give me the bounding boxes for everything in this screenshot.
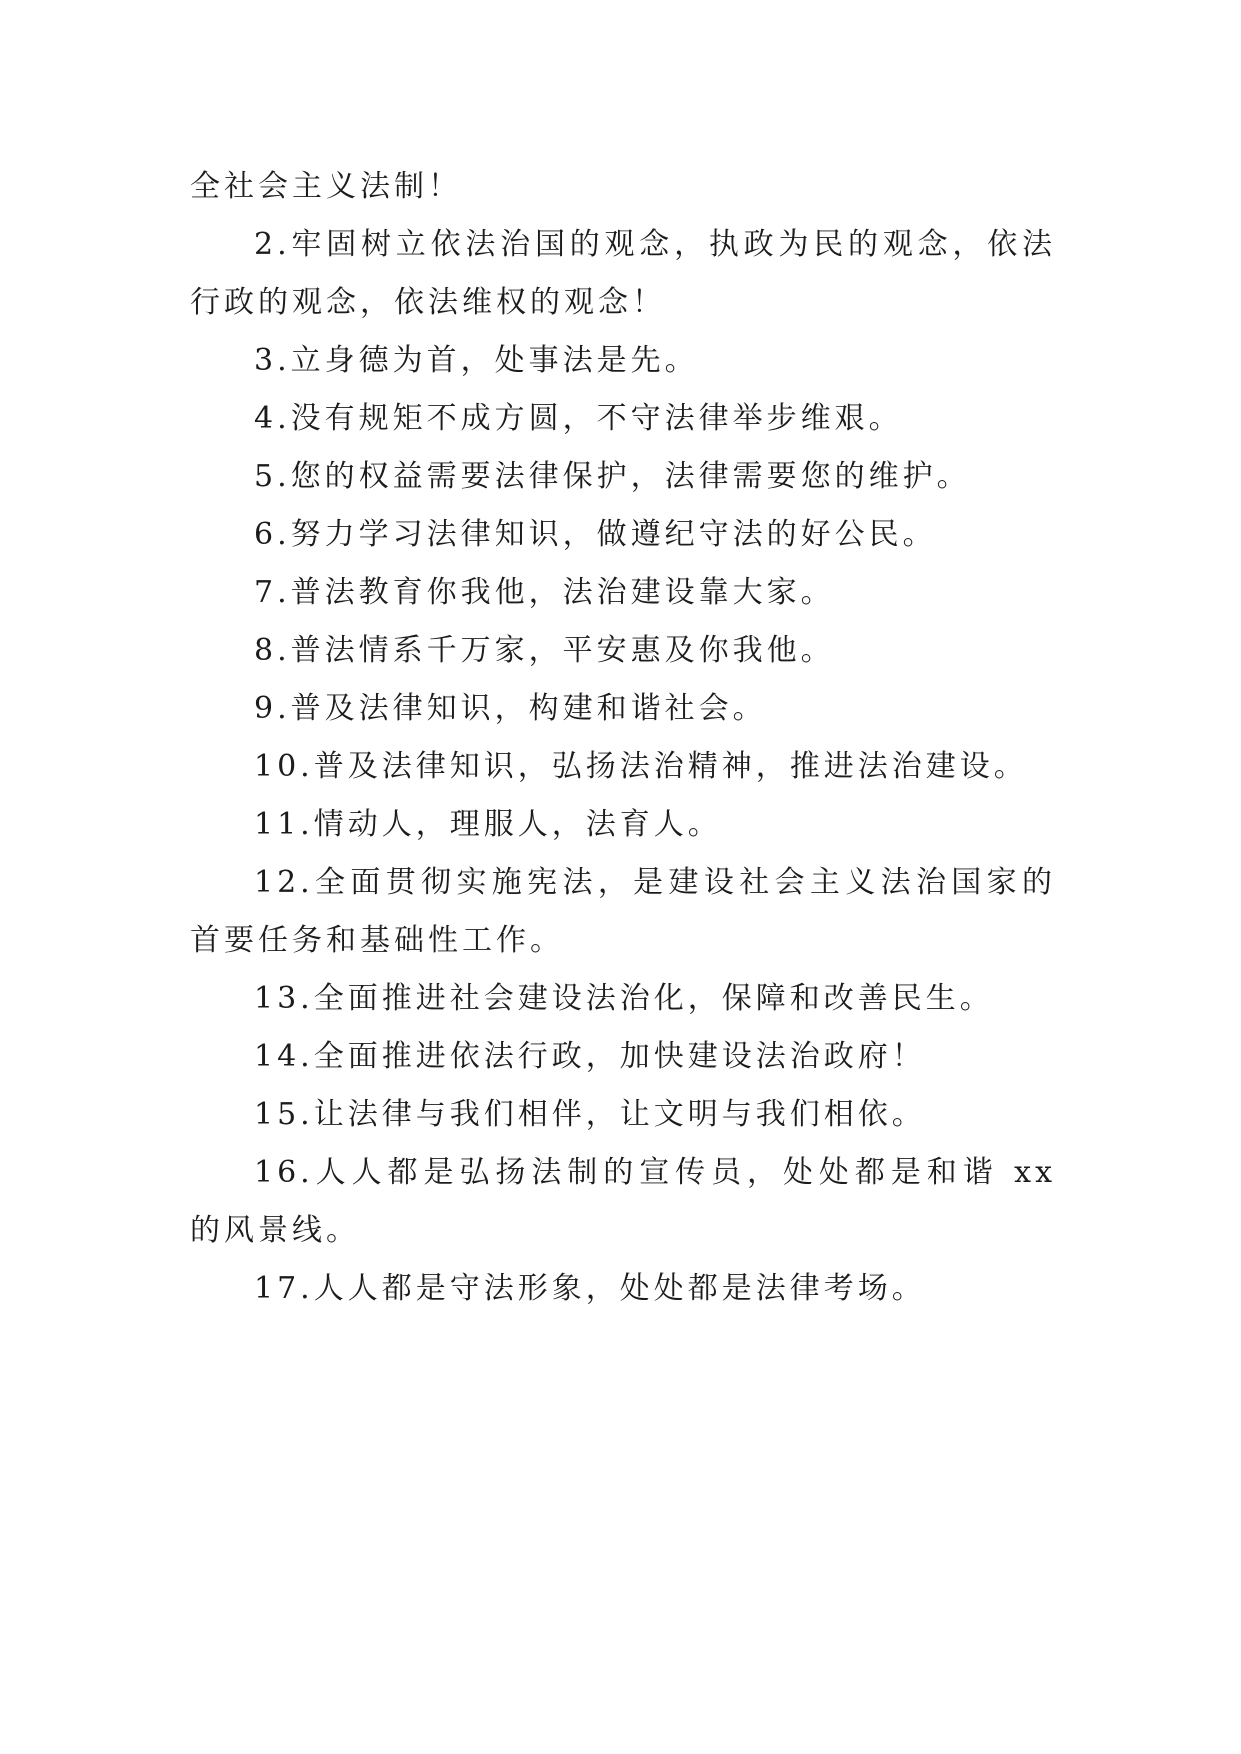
slogan-item-2: 2.牢固树立依法治国的观念，执政为民的观念，依法行政的观念，依法维权的观念！	[190, 227, 1056, 320]
slogan-item-9: 9.普及法律知识，构建和谐社会。	[254, 691, 767, 726]
slogan-item-4: 4.没有规矩不成方圆，不守法律举步维艰。	[254, 401, 903, 436]
slogan-item-15: 15.让法律与我们相伴，让文明与我们相依。	[254, 1097, 926, 1132]
slogan-item-5: 5.您的权益需要法律保护，法律需要您的维护。	[254, 459, 971, 494]
slogan-item-3: 3.立身德为首，处事法是先。	[254, 343, 699, 378]
slogan-item-16: 16.人人都是弘扬法制的宣传员，处处都是和谐 xx 的风景线。	[190, 1155, 1056, 1248]
slogan-item-6: 6.努力学习法律知识，做遵纪守法的好公民。	[254, 517, 937, 552]
paragraph-continuation: 全社会主义法制！	[190, 169, 462, 204]
slogan-item-11: 11.情动人，理服人，法育人。	[254, 807, 722, 842]
slogan-item-17: 17.人人都是守法形象，处处都是法律考场。	[254, 1271, 926, 1306]
slogan-item-10: 10.普及法律知识，弘扬法治精神，推进法治建设。	[254, 749, 1028, 784]
slogan-item-8: 8.普法情系千万家，平安惠及你我他。	[254, 633, 835, 668]
slogan-item-14: 14.全面推进依法行政，加快建设法治政府！	[254, 1039, 926, 1074]
slogan-item-12: 12.全面贯彻实施宪法，是建设社会主义法治国家的首要任务和基础性工作。	[190, 865, 1056, 958]
slogan-item-7: 7.普法教育你我他，法治建设靠大家。	[254, 575, 835, 610]
slogan-item-13: 13.全面推进社会建设法治化，保障和改善民生。	[254, 981, 994, 1016]
document-body	[190, 158, 1056, 1318]
